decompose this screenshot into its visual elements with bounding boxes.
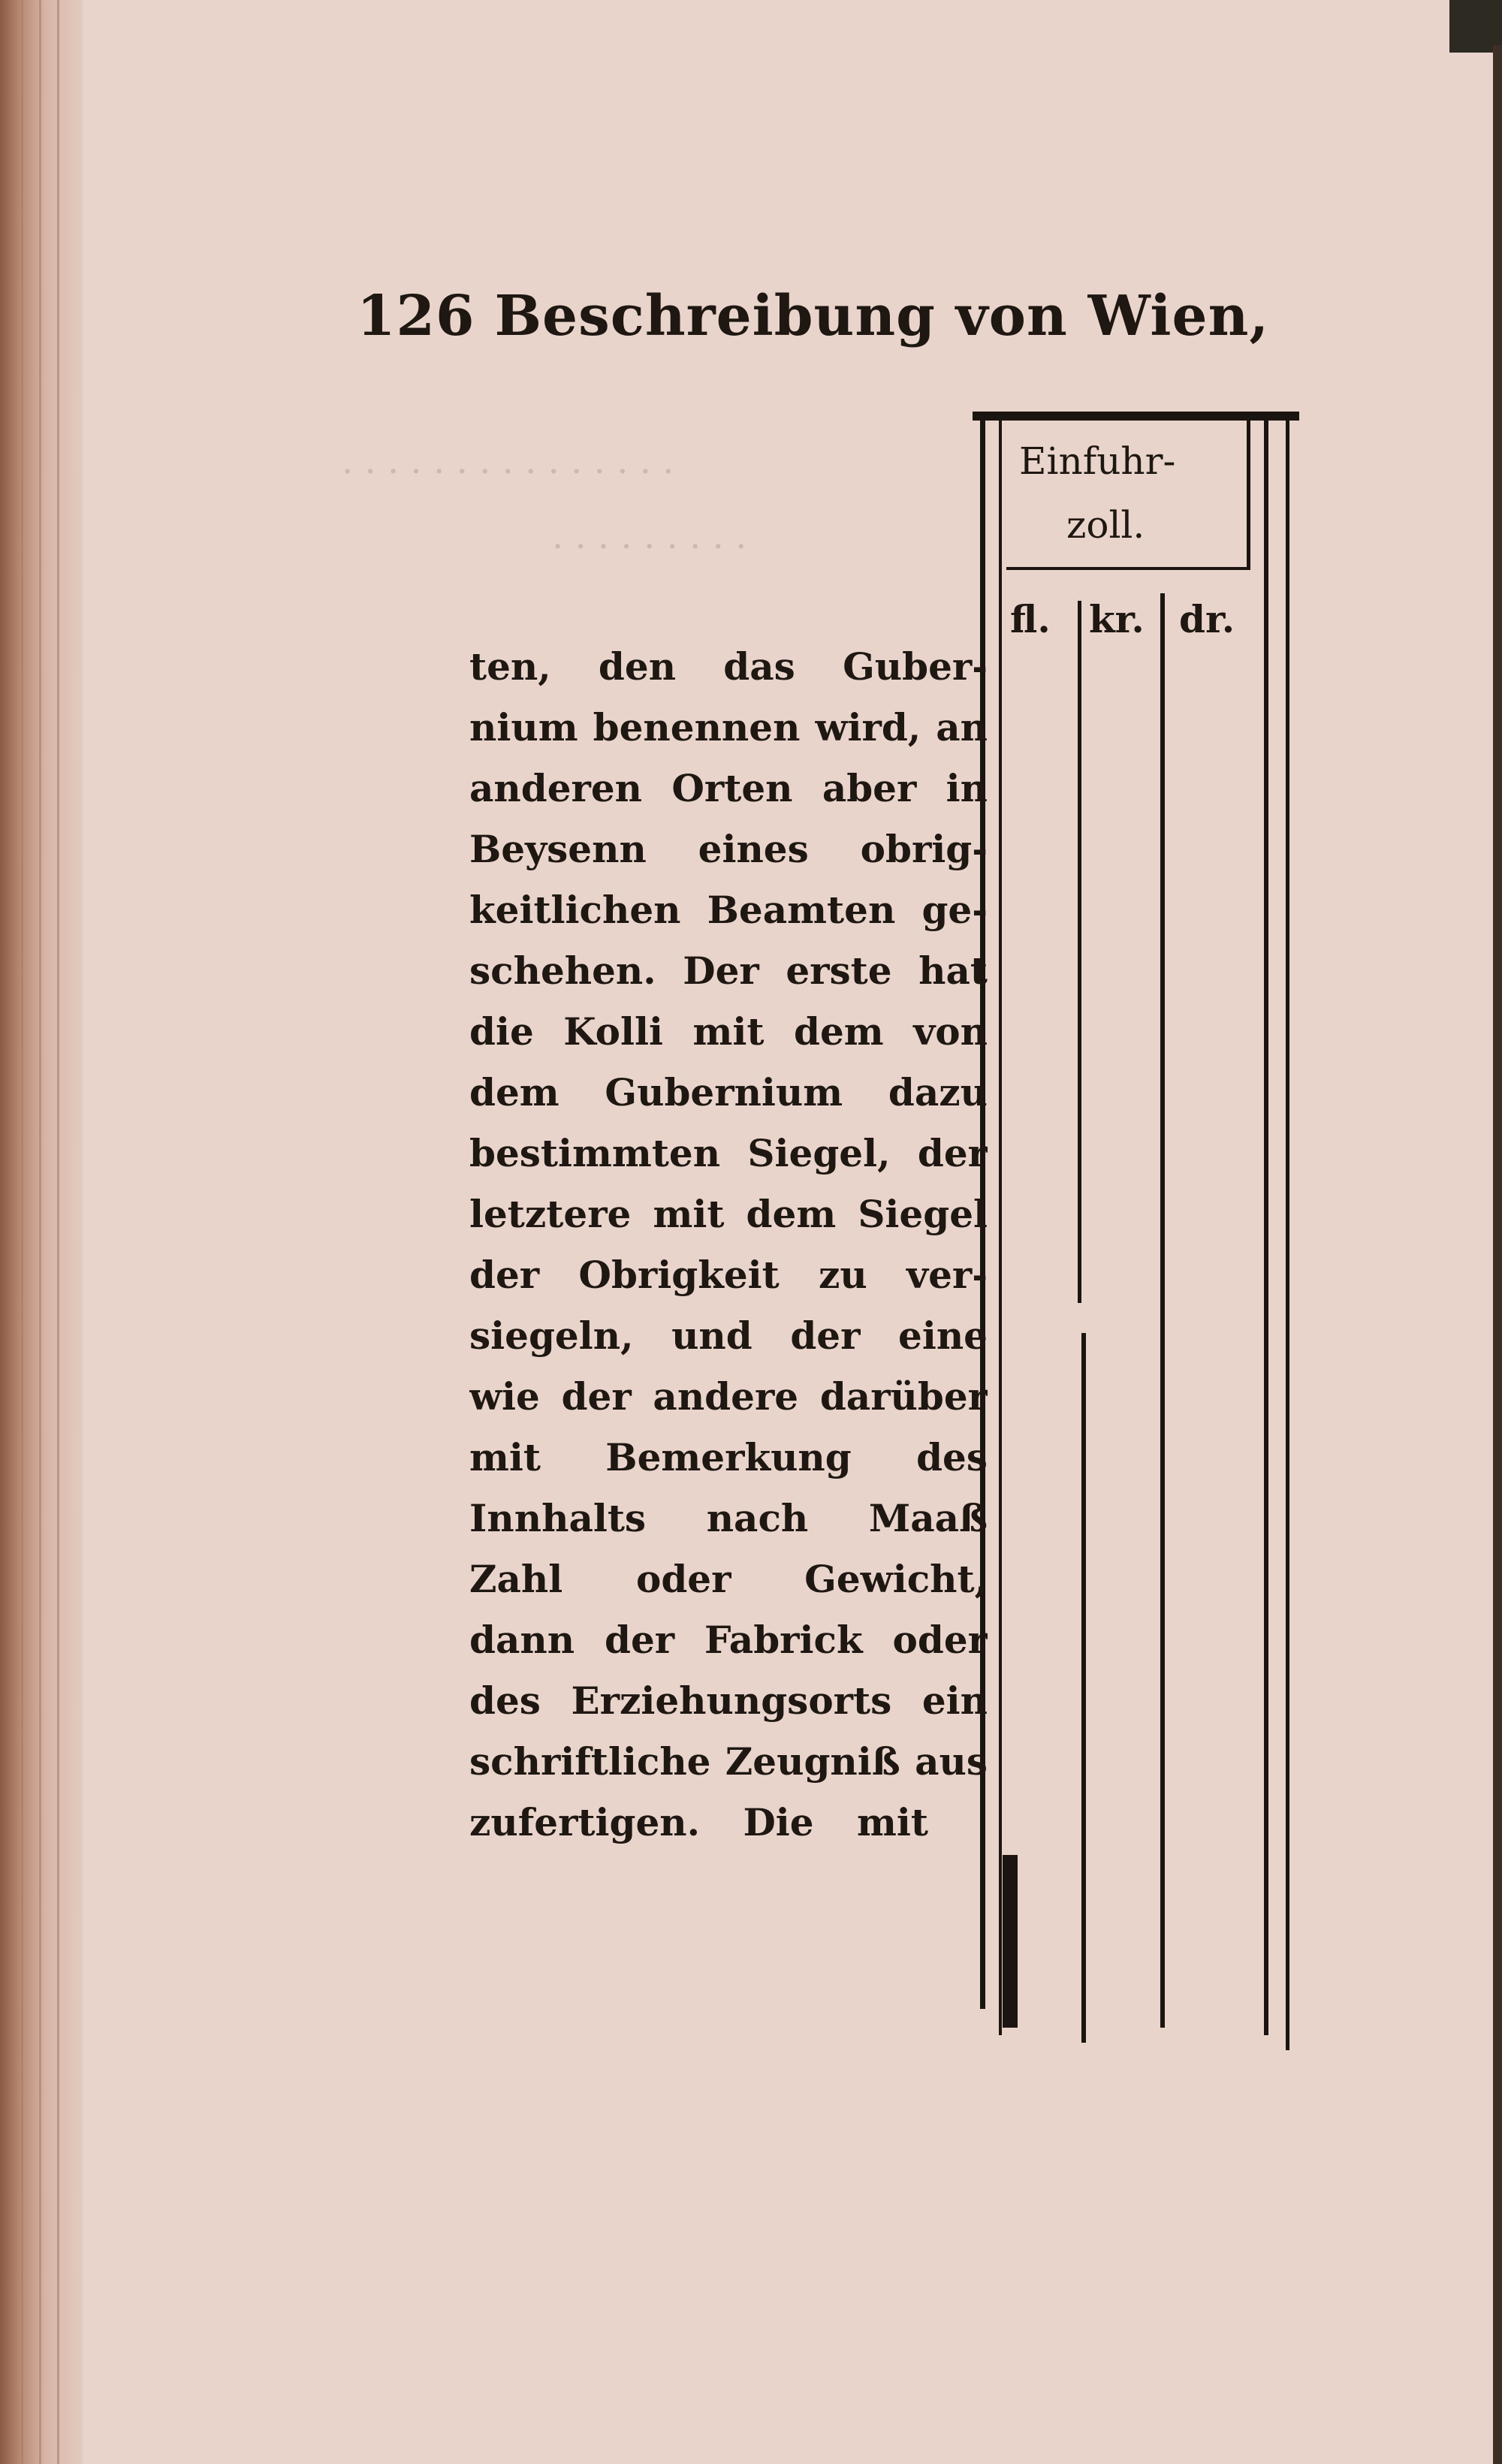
text-line: bestimmten Siegel, der <box>469 1131 988 1175</box>
text-line: dem Gubernium dazu <box>469 1070 988 1114</box>
table-top-rule <box>973 412 1299 421</box>
page-edge-line <box>39 0 41 2464</box>
text-line: zufertigen. Die mit <box>469 1800 929 1844</box>
text-line: siegeln, und der eine <box>469 1313 988 1358</box>
page-title: Beschreibung von Wien, <box>494 284 1270 348</box>
running-header <box>357 284 1269 348</box>
text-line: der Obrigkeit zu ver- <box>469 1253 988 1297</box>
table-outer-right-rule <box>1286 421 1289 2050</box>
text-line: dann der Fabrick oder <box>469 1618 988 1662</box>
page-edge-line <box>21 0 23 2464</box>
column-header-kr: kr. <box>1089 597 1145 641</box>
table-heading-line1: Einfuhr- <box>1019 439 1176 483</box>
column-divider-kr-dr <box>1160 593 1165 2028</box>
text-line: Zahl oder Gewicht, <box>469 1557 988 1601</box>
text-line: mit Bemerkung des <box>469 1435 988 1479</box>
table-right-rule <box>1264 421 1268 2035</box>
column-header-dr: dr. <box>1179 597 1235 641</box>
table-heading-right-rule <box>1247 421 1250 567</box>
text-line: Beysenn eines obrig- <box>469 827 988 871</box>
text-line: des Erziehungsorts ein <box>469 1678 988 1723</box>
text-line: die Kolli mit dem von <box>469 1009 988 1054</box>
bleed-through-text: · · · · · · · · · · · · · · · <box>342 451 674 493</box>
page-right-edge <box>1493 45 1502 2464</box>
table-heading-line2: zoll. <box>1066 503 1145 547</box>
text-line: letztere mit dem Siegel <box>469 1192 988 1236</box>
text-line: ten, den das Guber- <box>469 644 988 689</box>
table-heading-rule <box>1006 567 1250 570</box>
text-line: Innhalts nach Maaß <box>469 1496 988 1540</box>
table-left-inner-rule <box>999 421 1002 2035</box>
column-divider-fl-kr <box>1078 601 1081 1303</box>
text-line: nium benennen wird, an <box>469 705 988 749</box>
text-line: anderen Orten aber in <box>469 766 988 810</box>
text-line: schriftliche Zeugniß aus <box>469 1739 988 1784</box>
page-edge-line <box>57 0 59 2464</box>
text-line: wie der andere darüber <box>469 1374 988 1419</box>
text-line: keitlichen Beamten ge- <box>469 888 988 932</box>
book-spine <box>0 0 83 2464</box>
text-line: schehen. Der erste hat <box>469 949 988 993</box>
bleed-through-text: · · · · · · · · · <box>552 526 747 568</box>
table-bottom-mark <box>1003 1855 1018 2028</box>
column-divider-fl-kr-lower <box>1081 1333 1086 2043</box>
page-number: 126 <box>357 284 475 348</box>
column-header-fl: fl. <box>1010 597 1051 641</box>
